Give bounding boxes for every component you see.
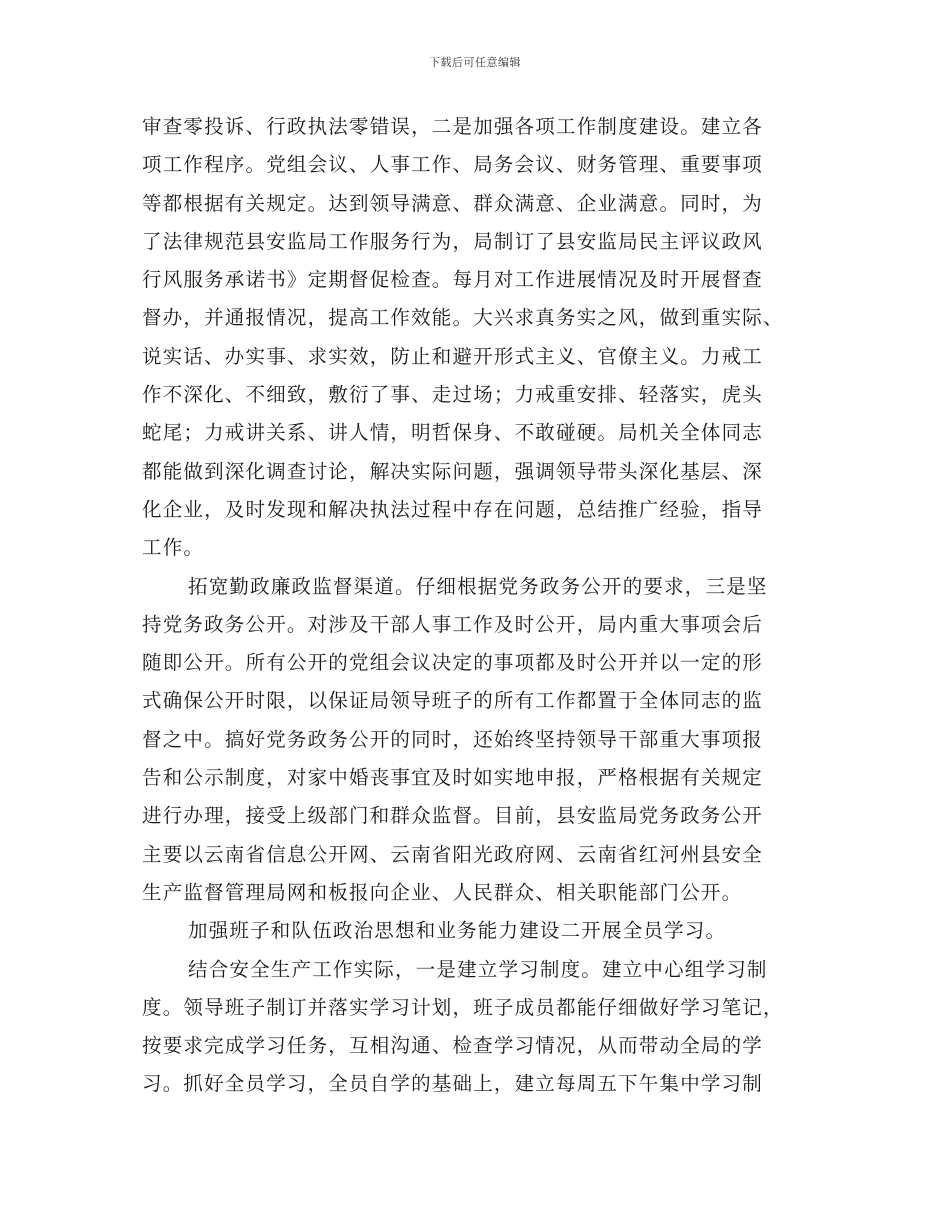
text-line: 结合安全生产工作实际，一是建立学习制度。建立中心组学习制 [188,957,768,981]
text-line: 按要求完成学习任务，互相沟通、检查学习情况，从而带动全局的学 [142,1034,764,1058]
text-line: 拓宽勤政廉政监督渠道。仔细根据党务政务公开的要求，三是坚 [188,574,768,598]
text-line: 都能做到深化调查讨论，解决实际问题，强调领导带头深化基层、深 [142,459,764,483]
text-line: 工作。 [142,536,205,560]
text-line: 审查零投诉、行政执法零错误，二是加强各项工作制度建设。建立各 [142,115,764,138]
text-line: 了法律规范县安监局工作服务行为，局制订了县安监局民主评议政风 [142,229,764,253]
text-line: 说实话、办实事、求实效，防止和避开形式主义、官僚主义。力戒工 [142,344,764,368]
text-line: 作不深化、不细致，敷衍了事、走过场；力戒重安排、轻落实，虎头 [142,383,764,407]
text-line: 加强班子和队伍政治思想和业务能力建设二开展全员学习。 [188,919,727,943]
document-body [142,108,822,1104]
text-line: 习。抓好全员学习，全员自学的基础上，建立每周五下午集中学习制 [142,1072,764,1096]
text-line: 生产监督管理局网和板报向企业、人民群众、相关职能部门公开。 [142,880,743,904]
text-line: 行风服务承诺书》定期督促检查。每月对工作进展情况及时开展督查 [142,268,764,292]
text-line: 持党务政务公开。对涉及干部人事工作及时公开，局内重大事项会后 [142,612,764,636]
text-line: 等都根据有关规定。达到领导满意、群众满意、企业满意。同时，为 [142,191,764,215]
text-line: 督之中。搞好党务政务公开的同时，还始终坚持领导干部重大事项报 [142,727,764,751]
text-line: 主要以云南省信息公开网、云南省阳光政府网、云南省红河州县安全 [142,842,764,866]
text-line: 督办，并通报情况，提高工作效能。大兴求真务实之风，做到重实际、 [142,306,784,330]
page-header-note: 下载后可任意编辑 [429,56,521,69]
text-line: 进行办理，接受上级部门和群众监督。目前，县安监局党务政务公开 [142,804,764,828]
text-line: 随即公开。所有公开的党组会议决定的事项都及时公开并以一定的形 [142,651,764,675]
text-line: 蛇尾；力戒讲关系、讲人情，明哲保身、不敢碰硬。局机关全体同志 [142,421,764,445]
text-line: 式确保公开时限，以保证局领导班子的所有工作都置于全体同志的监 [142,689,764,713]
text-line: 项工作程序。党组会议、人事工作、局务会议、财务管理、重要事项 [142,153,764,177]
text-line: 告和公示制度，对家中婚丧事宜及时如实地申报，严格根据有关规定 [142,766,764,790]
text-line: 度。领导班子制订并落实学习计划，班子成员都能仔细做好学习笔记， [142,995,784,1019]
text-line: 化企业，及时发现和解决执法过程中存在问题，总结推广经验，指导 [142,497,764,521]
